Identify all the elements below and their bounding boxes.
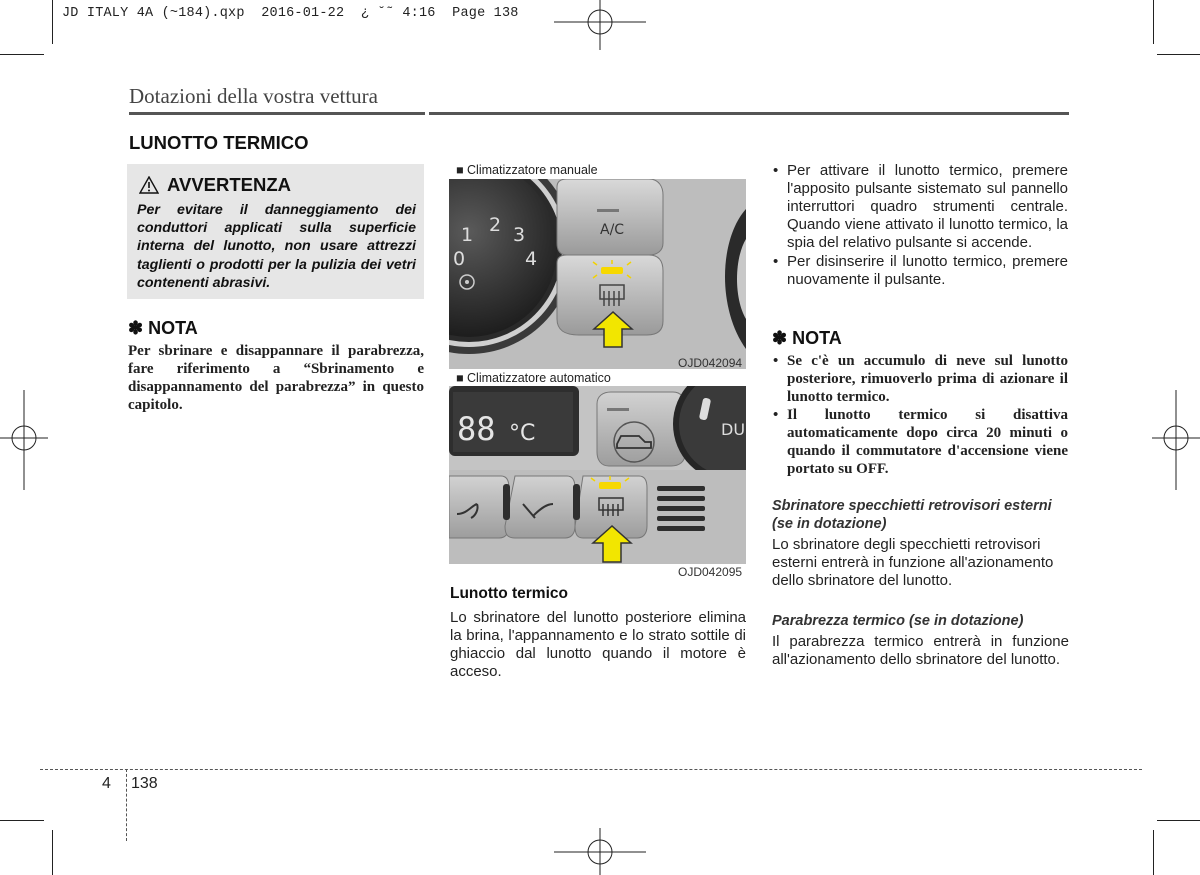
registration-mark-bottom xyxy=(554,828,646,875)
svg-text:°C: °C xyxy=(509,421,536,446)
figure1-code: OJD042094 xyxy=(678,356,743,370)
svg-text:0: 0 xyxy=(453,248,466,270)
figure1-caption: ■ Climatizzatore manuale xyxy=(456,163,598,177)
instructions-list xyxy=(771,162,1068,289)
section-header: Dotazioni della vostra vettura xyxy=(129,84,378,108)
svg-text:1: 1 xyxy=(461,224,474,246)
registration-mark-right xyxy=(1152,390,1200,490)
registration-mark-top xyxy=(554,0,646,50)
svg-text:3: 3 xyxy=(513,224,526,246)
svg-text:A/C: A/C xyxy=(600,222,625,238)
windshield-title: Parabrezza termico (se in dotazione) xyxy=(772,613,1024,629)
figure2-code: OJD042095 xyxy=(678,565,743,579)
page-number: 138 xyxy=(131,775,158,792)
svg-text:DU: DU xyxy=(721,420,746,439)
page-title: LUNOTTO TERMICO xyxy=(129,132,309,153)
warning-triangle-icon xyxy=(139,176,159,194)
windshield-text: Il parabrezza termico entrerà in funzione all'azionamento dello sbrinatore del lunotto. xyxy=(772,633,1069,668)
footer-divider xyxy=(126,769,127,841)
figure1-manual-climate-panel xyxy=(449,179,746,369)
nota-text-left: Per sbrinare e disappannare il parabrezza, fare riferimento a “Sbrinamento e disappannamento del parabrezza” in questo capitolo. xyxy=(128,343,424,413)
svg-text:4: 4 xyxy=(525,248,538,270)
list-item: • Il lunotto termico si disattiva automaticamente dopo circa 20 minuti o quando il commutatore d'accensione viene portato su OFF. xyxy=(771,406,1068,478)
svg-text:88: 88 xyxy=(457,410,496,448)
print-slug: JD ITALY 4A (~184).qxp 2016-01-22 ¿ ˘˜ 4:16 Page 138 xyxy=(62,6,519,21)
lunotto-text: Lo sbrinatore del lunotto posteriore elimina la brina, l'appannamento e lo strato sottile di ghiaccio dal lunotto quando il motore è acceso. xyxy=(450,609,746,680)
warning-heading xyxy=(139,174,291,196)
svg-text:2: 2 xyxy=(489,214,502,236)
chapter-number: 4 xyxy=(102,775,111,792)
warning-box xyxy=(127,164,424,299)
mirrors-title: Sbrinatore specchietti retrovisori esterni (se in dotazione) xyxy=(772,498,1052,532)
figure2-automatic-climate-panel xyxy=(449,386,746,564)
header-rule xyxy=(129,112,1069,115)
footer-rule xyxy=(40,769,1142,770)
list-item: • Per disinserire il lunotto termico, premere nuovamente il pulsante. xyxy=(771,253,1068,289)
nota-list-right xyxy=(771,352,1068,478)
warning-title: AVVERTENZA xyxy=(167,174,292,195)
warning-text: Per evitare il danneggiamento dei conduttori applicati sulla superficie interna del lunotto, non usare attrezzi taglienti o prodotti per la pulizia dei vetri contenenti abrasivi. xyxy=(137,202,416,291)
list-item: • Se c'è un accumulo di neve sul lunotto posteriore, rimuoverlo prima di azionare il lunotto termico. xyxy=(771,352,1068,406)
figure2-caption: ■ Climatizzatore automatico xyxy=(456,371,611,385)
lunotto-title: Lunotto termico xyxy=(450,585,568,602)
mirrors-text: Lo sbrinatore degli specchietti retrovisori esterni entrerà in funzione all'azionamento dello sbrinatore del lunotto. xyxy=(772,536,1054,589)
nota-title-left: ✽ NOTA xyxy=(128,318,198,338)
registration-mark-left xyxy=(0,390,48,490)
list-item: • Per attivare il lunotto termico, premere l'apposito pulsante sistemato sul pannello interruttori quadro strumenti centrale. Quando viene attivato il lunotto termico, la spia del relativo pulsante si accende. xyxy=(771,162,1068,252)
nota-title-right: ✽ NOTA xyxy=(772,328,842,348)
